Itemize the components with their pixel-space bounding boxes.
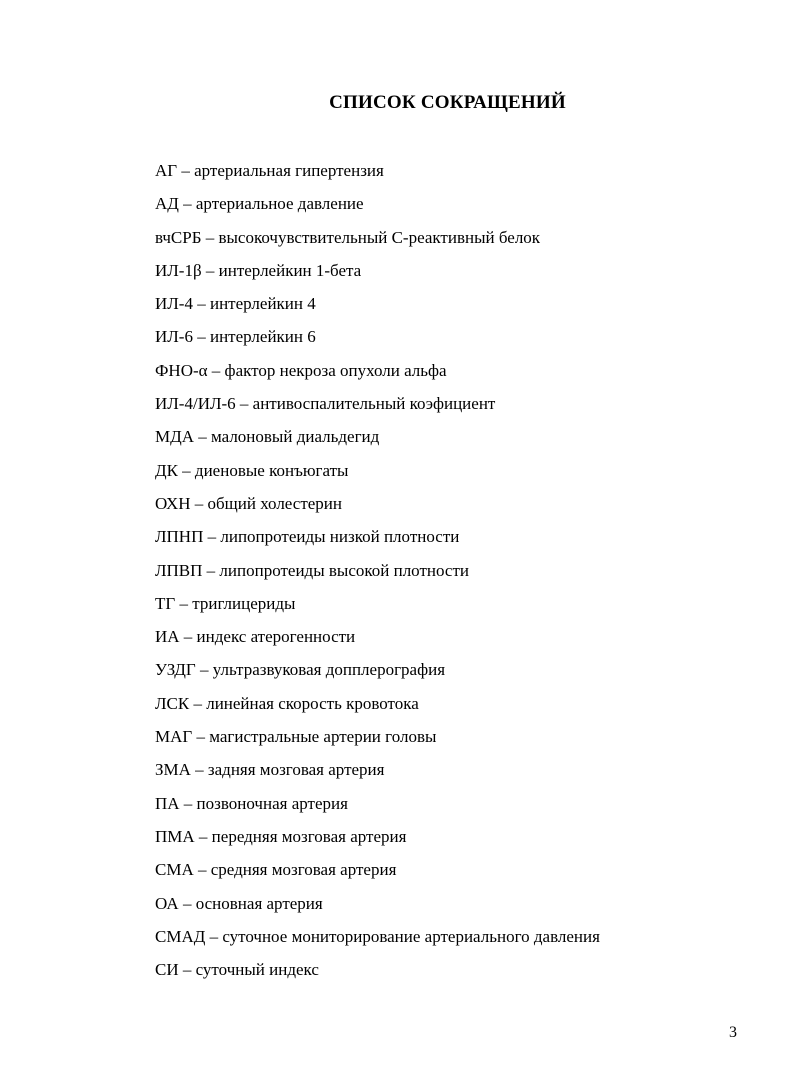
abbreviation-item: вчСРБ – высокочувствительный С-реактивный белок bbox=[155, 227, 541, 247]
abbreviation-item: ЛСК – линейная скорость кровотока bbox=[155, 693, 419, 713]
abbreviation-item: ИЛ-1β – интерлейкин 1-бета bbox=[155, 260, 362, 280]
abbreviation-item: МДА – малоновый диальдегид bbox=[155, 427, 380, 447]
abbreviation-item: ЛПНП – липопротеиды низкой плотности bbox=[155, 527, 460, 547]
abbreviation-item: ИЛ-4 – интерлейкин 4 bbox=[155, 294, 316, 314]
abbreviation-item: СИ – суточный индекс bbox=[155, 960, 319, 980]
abbreviation-item: ЗМА – задняя мозговая артерия bbox=[155, 760, 385, 780]
abbreviation-item: ОХН – общий холестерин bbox=[155, 493, 342, 513]
abbreviation-item: СМАД – суточное мониторирование артериального давления bbox=[155, 926, 600, 946]
abbreviation-list bbox=[155, 159, 600, 991]
page-number: 3 bbox=[729, 1024, 737, 1041]
abbreviation-item: ЛПВП – липопротеиды высокой плотности bbox=[155, 560, 469, 580]
abbreviation-item: АГ – артериальная гипертензия bbox=[155, 161, 384, 180]
abbreviation-item: УЗДГ – ультразвуковая допплерография bbox=[155, 660, 446, 680]
abbreviation-item: ИЛ-4/ИЛ-6 – антивоспалительный коэфициент bbox=[155, 394, 496, 414]
abbreviation-item: ПМА – передняя мозговая артерия bbox=[155, 826, 407, 846]
abbreviation-item: МАГ – магистральные артерии головы bbox=[155, 727, 437, 747]
page-title: СПИСОК СОКРАЩЕНИЙ bbox=[329, 92, 566, 113]
abbreviation-item: ИЛ-6 – интерлейкин 6 bbox=[155, 327, 316, 347]
abbreviation-item: ТГ – триглицериды bbox=[155, 593, 296, 613]
abbreviation-item: АД – артериальное давление bbox=[155, 194, 364, 214]
abbreviation-item: ДК – диеновые конъюгаты bbox=[155, 460, 349, 480]
abbreviation-item: ФНО-α – фактор некроза опухоли альфа bbox=[155, 360, 447, 380]
abbreviation-item: ИА – индекс атерогенности bbox=[155, 627, 356, 647]
abbreviation-item: ПА – позвоночная артерия bbox=[155, 793, 348, 813]
abbreviation-item: ОА – основная артерия bbox=[155, 893, 323, 913]
abbreviation-item: СМА – средняя мозговая артерия bbox=[155, 860, 397, 880]
